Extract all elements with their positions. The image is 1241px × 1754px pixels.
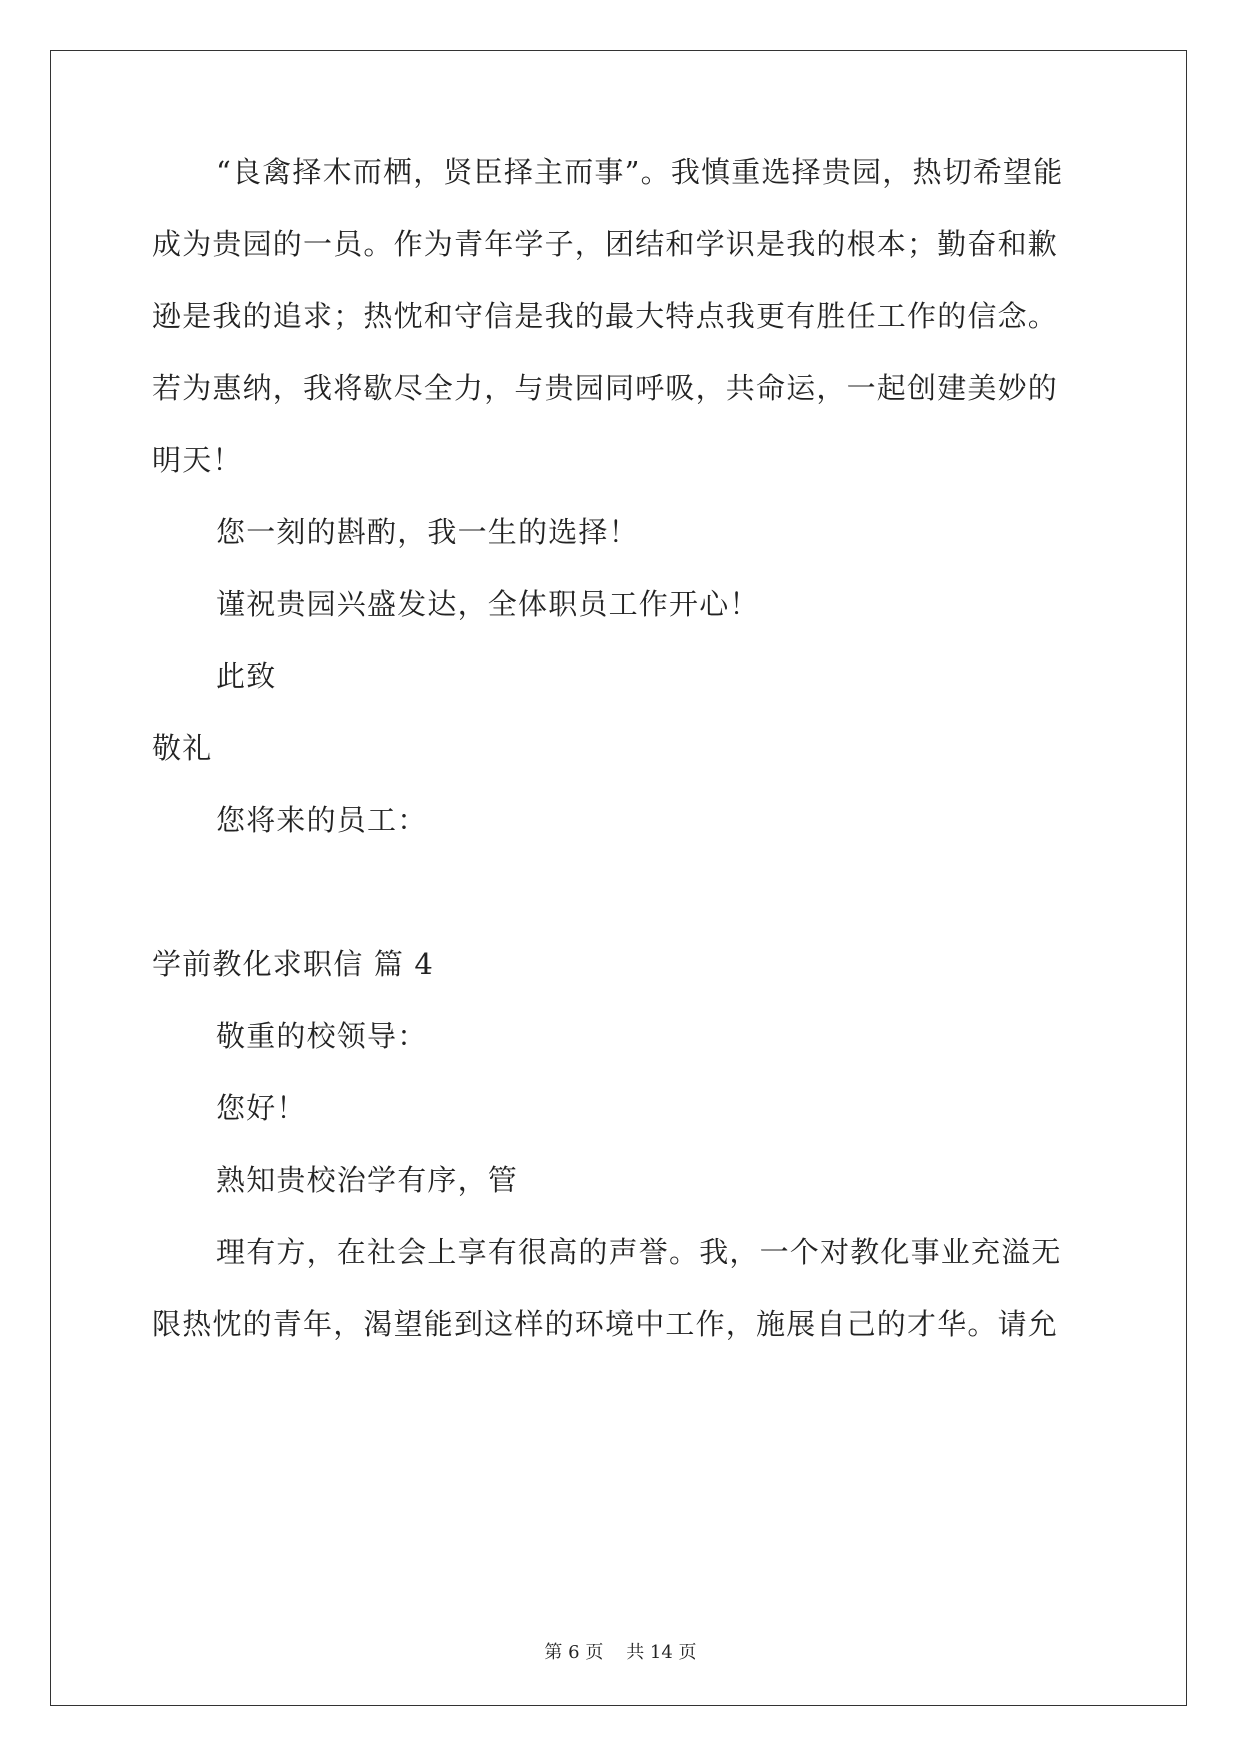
paragraph-1-line-2: 成为贵园的一员。作为青年学子，团结和学识是我的根本；勤奋和歉	[152, 227, 1059, 261]
paragraph-1-line-5: 明天！	[152, 443, 243, 477]
page-footer: 第 6 页 共 14 页	[544, 1642, 697, 1663]
salutation: 敬重的校领导：	[216, 1019, 428, 1053]
choice-line: 您一刻的斟酌，我一生的选择！	[216, 515, 639, 549]
section-title: 学前教化求职信 篇 4	[152, 947, 435, 981]
paragraph-2-line-2: 理有方，在社会上享有很高的声誉。我，一个对教化事业充溢无	[216, 1235, 1062, 1269]
cizhi-line: 此致	[216, 659, 277, 693]
paragraph-2-line-3: 限热忱的青年，渴望能到这样的环境中工作，施展自己的才华。请允	[152, 1307, 1059, 1341]
jingli-line: 敬礼	[152, 731, 213, 765]
paragraph-1-line-1: “良禽择木而栖，贤臣择主而事”。我慎重选择贵园，热切希望能	[216, 155, 1064, 189]
wishes-line: 谨祝贵园兴盛发达，全体职员工作开心！	[216, 587, 760, 621]
greeting: 您好！	[216, 1091, 307, 1125]
paragraph-1-line-3: 逊是我的追求；热忱和守信是我的最大特点我更有胜任工作的信念。	[152, 299, 1059, 333]
signature-line: 您将来的员工：	[216, 803, 428, 837]
paragraph-2-line-1: 熟知贵校治学有序，管	[216, 1163, 519, 1197]
paragraph-1-line-4: 若为惠纳，我将歇尽全力，与贵园同呼吸，共命运，一起创建美妙的	[152, 371, 1059, 405]
